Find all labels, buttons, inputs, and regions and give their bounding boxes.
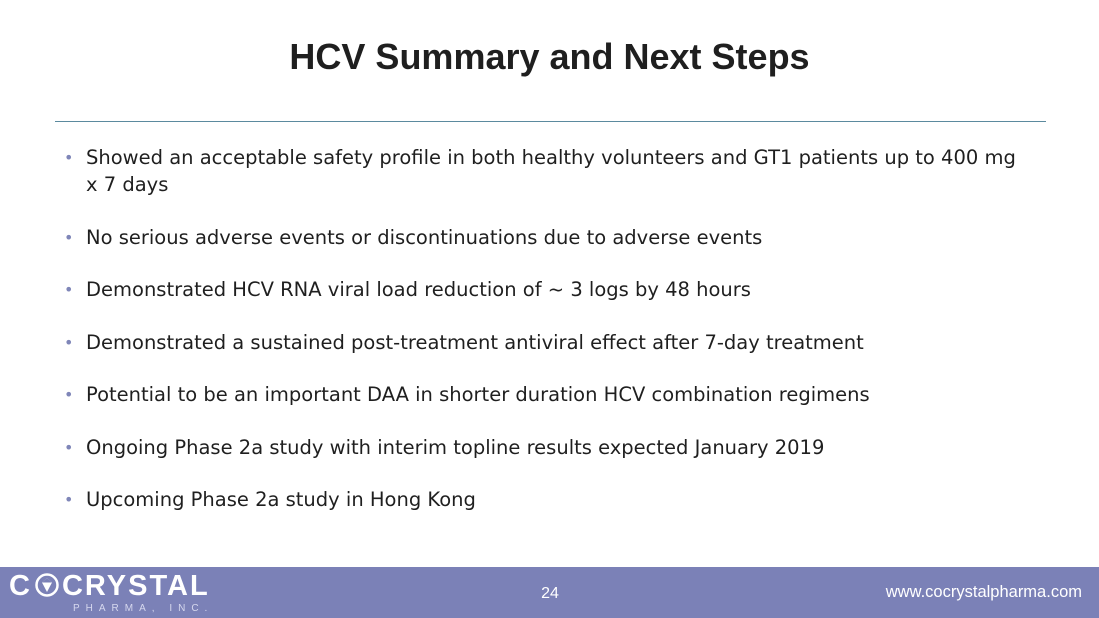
bullet-item — [62, 434, 1022, 461]
bullet-text: Demonstrated a sustained post-treatment antiviral effect after 7-day treatment — [86, 330, 864, 354]
bullet-list — [62, 144, 1022, 539]
bullet-marker: • — [64, 280, 74, 299]
logo-subtext: PHARMA, INC. — [73, 603, 214, 614]
page-number: 24 — [541, 585, 559, 602]
bullet-item — [62, 276, 1022, 303]
bullet-item — [62, 224, 1022, 251]
logo-letter-c: C — [9, 570, 32, 602]
bullet-marker: • — [64, 332, 74, 352]
bullet-text: Demonstrated HCV RNA viral load reduction of ~ 3 logs by 48 hours — [86, 278, 751, 301]
bullet-text: Ongoing Phase 2a study with interim topline results expected January 2019 — [86, 435, 825, 459]
bullet-item — [62, 486, 1022, 513]
crystal-o-icon — [32, 573, 62, 597]
company-logo — [9, 570, 239, 616]
bullet-text: Potential to be an important DAA in shorter duration HCV combination regimens — [86, 383, 870, 406]
bullet-marker: • — [64, 490, 74, 509]
website-url: www.cocrystalpharma.com — [885, 583, 1082, 601]
bullet-marker: • — [64, 148, 74, 167]
footer-bar — [0, 567, 1099, 618]
logo-wordmark: CRYSTAL — [61, 570, 210, 602]
bullet-item — [62, 329, 1022, 356]
bullet-text: Showed an acceptable safety profile in both healthy volunteers and GT1 patients up to 400 mg x 7 days — [86, 146, 1016, 196]
title-divider — [55, 121, 1046, 122]
bullet-text: Upcoming Phase 2a study in Hong Kong — [86, 488, 476, 511]
bullet-item — [62, 381, 1022, 408]
slide-title: HCV Summary and Next Steps — [289, 36, 810, 77]
bullet-marker: • — [64, 385, 74, 404]
bullet-marker: • — [64, 437, 74, 457]
bullet-marker: • — [64, 227, 74, 247]
bullet-item — [62, 144, 1022, 198]
bullet-text: No serious adverse events or discontinuations due to adverse events — [86, 225, 763, 249]
